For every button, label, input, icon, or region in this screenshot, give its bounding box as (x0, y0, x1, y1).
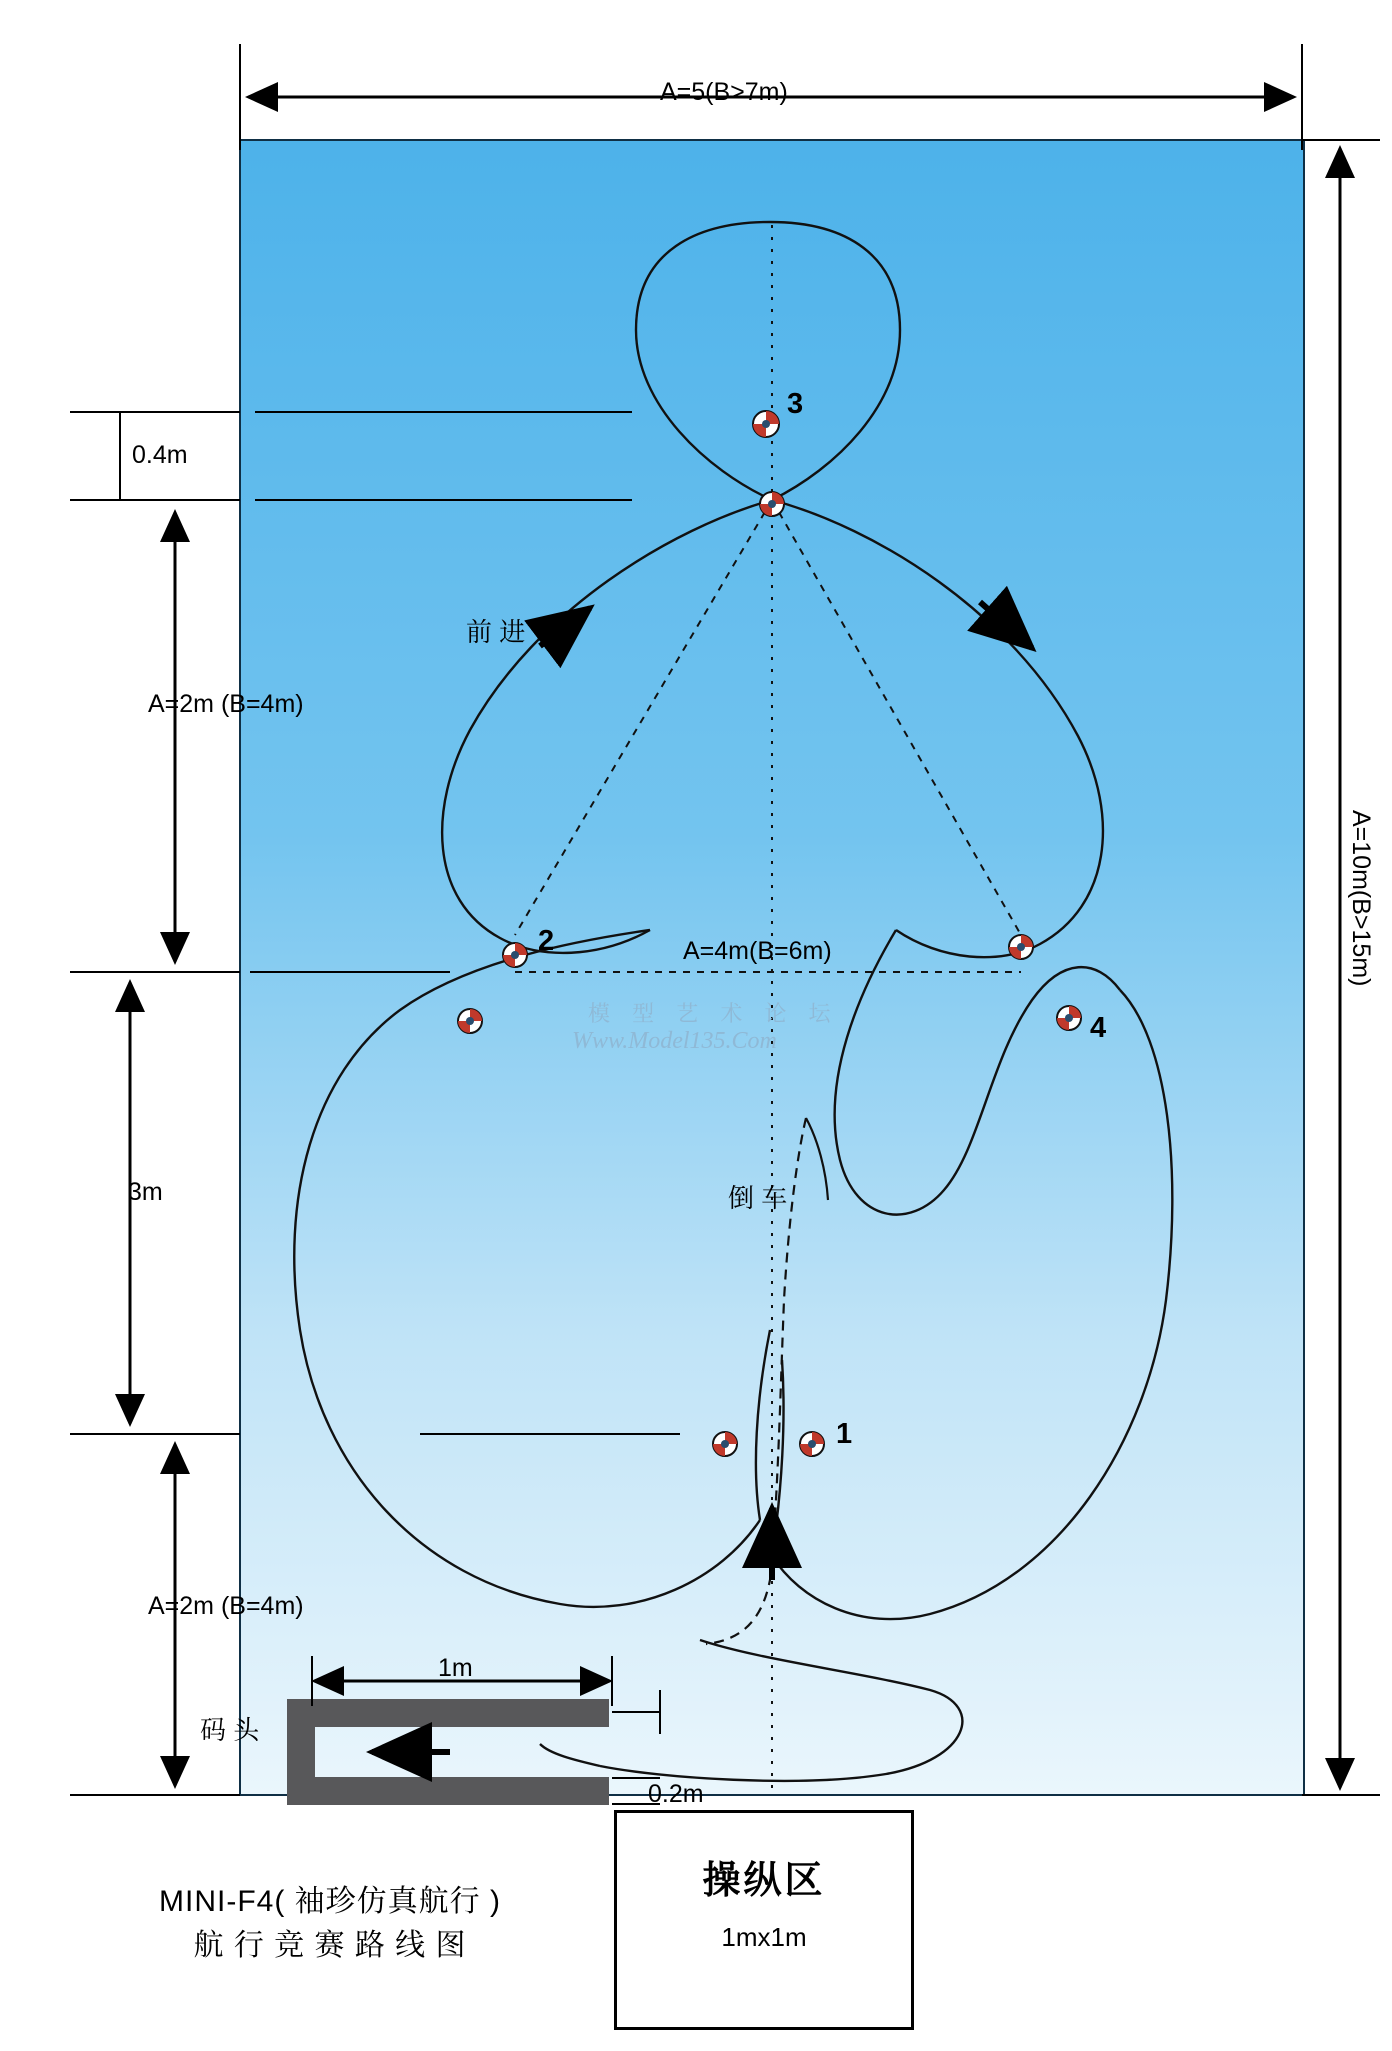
control-zone-size: 1mx1m (721, 1922, 807, 1952)
dimension-dock-offset-label: 0.2m (648, 1780, 704, 1808)
buoy-marker-3 (753, 411, 779, 437)
dimension-right-height-label: A=10m(B>15m) (1347, 810, 1375, 987)
diagram-title-line1: MINI-F4( 袖珍仿真航行 ) (159, 1885, 501, 1918)
control-zone-title: 操纵区 (702, 1860, 826, 1902)
dimension-0-4m-label: 0.4m (132, 441, 188, 469)
control-zone-box (614, 1810, 914, 2030)
buoy-marker-4 (1057, 1006, 1081, 1030)
buoy-label-1: 1 (836, 1418, 853, 1450)
dimension-upper-a2m-label: A=2m (B=4m) (148, 690, 304, 718)
buoy-marker-2 (503, 943, 527, 967)
annotation-dock: 码 头 (200, 1715, 260, 1745)
buoy-marker-right-mid (1009, 935, 1033, 959)
dimension-center-width-label: A=4m(B=6m) (683, 937, 832, 965)
buoy-label-2: 2 (538, 925, 555, 957)
dimension-lower-a2m-label: A=2m (B=4m) (148, 1592, 304, 1620)
buoy-marker-left-start (713, 1432, 737, 1456)
annotation-reverse: 倒 车 (728, 1183, 788, 1213)
dimension-3m-label: 3m (128, 1178, 163, 1206)
left-dimension-arrows (70, 412, 175, 1786)
watermark-url: Www.Model135.Com (572, 1028, 777, 1054)
dimension-dock-width-label: 1m (438, 1654, 473, 1682)
watermark-forum: 模 型 艺 术 论 坛 (588, 1001, 839, 1026)
buoy-marker-1 (800, 1432, 824, 1456)
buoy-label-3: 3 (787, 388, 804, 420)
diagram-title-line2: 航 行 竞 赛 路 线 图 (193, 1928, 467, 1962)
dimension-top-width-label: A=5(B>7m) (660, 78, 788, 106)
annotation-forward: 前 进 (466, 617, 526, 647)
diagram-title-block (100, 1880, 560, 1967)
buoy-marker-center-top (760, 492, 784, 516)
buoy-marker-left-lower (458, 1009, 482, 1033)
buoy-label-4: 4 (1090, 1012, 1107, 1044)
